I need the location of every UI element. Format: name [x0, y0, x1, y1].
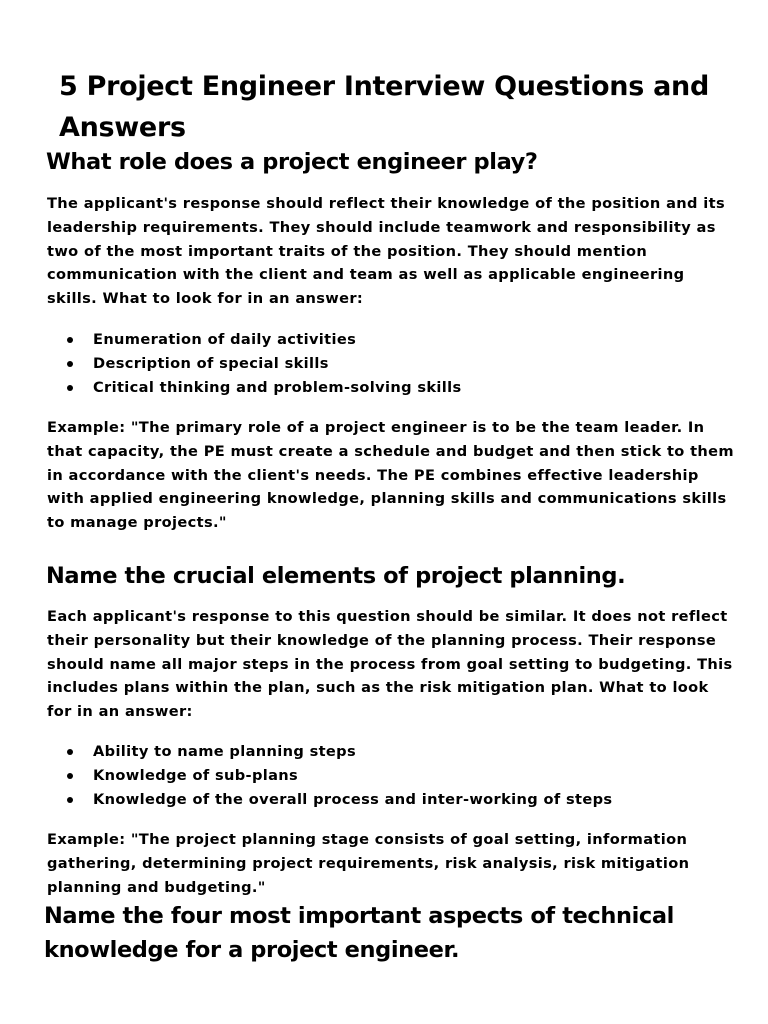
list-item: Ability to name planning steps — [47, 740, 737, 764]
question-heading-3: Name the four most important aspects of technical knowledge for a project engineer. — [44, 903, 674, 963]
section-2-example: Example: "The project planning stage consists of goal setting, information gathering, determining project requirements, risk analysis, risk mitigation planning and budgeting." — [47, 831, 690, 896]
question-heading-2: Name the crucial elements of project planning. — [46, 563, 626, 589]
section-1-bullet-list — [47, 328, 737, 400]
bullet-icon — [67, 773, 73, 779]
section-2-bullet-list — [47, 740, 737, 812]
section-1-intro: The applicant's response should reflect their knowledge of the position and its leadership requirements. They should include teamwork and responsibility as two of the most important traits of the position. They should mention communication with the client and team as well as applicable engineering skills. What to look for in an answer: — [47, 195, 725, 308]
list-item: Critical thinking and problem-solving skills — [47, 376, 737, 400]
question-heading-1: What role does a project engineer play? — [46, 149, 538, 175]
list-item: Description of special skills — [47, 352, 737, 376]
list-item: Enumeration of daily activities — [47, 328, 737, 352]
section-2-intro: Each applicant's response to this question should be similar. It does not reflect their personality but their knowledge of the planning process. Their response should name all major steps in the process from goal setting to budgeting. This includes plans within the plan, such as the risk mitigation plan. What to look for in an answer: — [47, 608, 733, 721]
document-title: 5 Project Engineer Interview Questions and Answers — [59, 71, 709, 143]
bullet-icon — [67, 749, 73, 755]
bullet-icon — [67, 797, 73, 803]
list-item: Knowledge of the overall process and inter-working of steps — [47, 788, 737, 812]
section-1-example: Example: "The primary role of a project engineer is to be the team leader. In that capacity, the PE must create a schedule and budget and then stick to them in accordance with the client's needs. The PE combines effective leadership with applied engineering knowledge, planning skills and communications skills to manage projects." — [47, 419, 734, 532]
bullet-icon — [67, 337, 73, 343]
bullet-icon — [67, 385, 73, 391]
bullet-icon — [67, 361, 73, 367]
list-item: Knowledge of sub-plans — [47, 764, 737, 788]
